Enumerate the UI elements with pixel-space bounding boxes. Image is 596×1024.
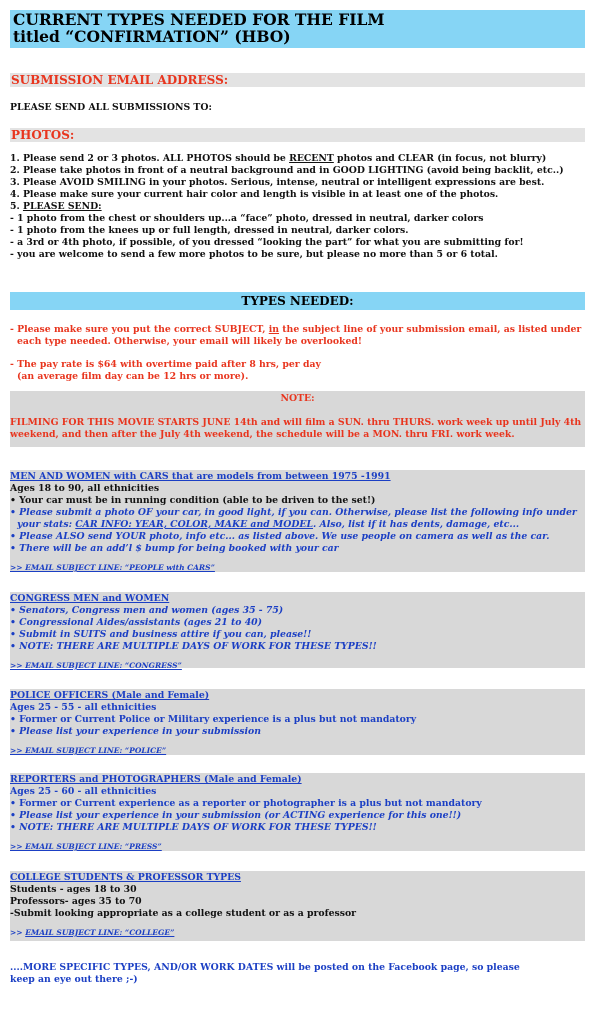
note-line-2: weekend, and then after the July 4th weekend, the schedule will be a MON. thru FRI. work week.	[10, 429, 515, 440]
cars-bullet-2-cont: your stats: CAR INFO: YEAR, COLOR, MAKE and MODEL. Also, list if it has dents, damage, etc...	[17, 519, 520, 530]
note-line-1: FILMING FOR THIS MOVIE STARTS JUNE 14th and will film a SUN. thru THURS. work week up until July 4th	[10, 417, 582, 428]
police-section	[10, 689, 585, 755]
cars-title: MEN AND WOMEN with CARS that are models from between 1975 -1991	[10, 471, 391, 482]
photos-item-1: 1. Please send 2 or 3 photos. ALL PHOTOS should be RECENT photos and CLEAR (in focus, not blurry)	[10, 153, 547, 164]
police-title: POLICE OFFICERS (Male and Female)	[10, 690, 210, 701]
cars-bullet-1: • Your car must be in running condition (able to be driven to the set!)	[10, 495, 376, 506]
cars-bullet-3: • Please ALSO send YOUR photo, info etc... as listed above. We use people on camera as well as the car.	[10, 531, 550, 542]
photos-sub-1: - 1 photo from the chest or shoulders up...a “face” photo, dressed in neutral, darker colors	[10, 213, 484, 224]
photos-item-4: 4. Please make sure your current hair color and length is visible in at least one of the photos.	[10, 189, 499, 200]
title-line-1: CURRENT TYPES NEEDED FOR THE FILM	[13, 10, 385, 29]
photos-item-5: 5. PLEASE SEND:	[10, 201, 102, 212]
police-subject-line: >> EMAIL SUBJECT LINE: “POLICE”	[10, 746, 167, 755]
college-section	[10, 871, 585, 941]
pay-rate-note: - The pay rate is $64 with overtime paid after 8 hrs, per day (an average film day can be 12 hrs or more).	[10, 359, 321, 382]
press-section	[10, 773, 585, 851]
cars-subject-line: >> EMAIL SUBJECT LINE: “PEOPLE with CARS”	[10, 563, 215, 572]
page-title	[10, 10, 585, 48]
congress-bullet-1: • Senators, Congress men and women (ages 35 - 75)	[10, 605, 284, 616]
cars-ages: Ages 18 to 90, all ethnicities	[10, 483, 160, 494]
photos-sub-2: - 1 photo from the knees up or full length, dressed in neutral, darker colors.	[10, 225, 409, 236]
photos-instructions	[10, 153, 585, 261]
cars-section	[10, 470, 585, 572]
photos-sub-3: - a 3rd or 4th photo, if possible, of you dressed “looking the part” for what you are submitting for!	[10, 237, 524, 248]
subject-note: - Please make sure you put the correct SUBJECT, in the subject line of your submission email, as listed under each type needed. Otherwise, your email will likely be overlooked!	[10, 324, 582, 347]
please-send-label: PLEASE SEND:	[22, 201, 102, 212]
press-ages: Ages 25 - 60 - all ethnicities	[10, 786, 157, 797]
press-bullet-2: • Please list your experience in your submission (or ACTING experience for this one!!)	[10, 810, 462, 821]
congress-subject-line: >> EMAIL SUBJECT LINE: “CONGRESS”	[10, 661, 182, 670]
photos-item-2: 2. Please take photos in front of a neutral background and in GOOD LIGHTING (avoid being backlit, etc..)	[10, 165, 564, 176]
press-bullet-3: • NOTE: THERE ARE MULTIPLE DAYS OF WORK FOR THESE TYPES!!	[10, 822, 377, 833]
congress-section	[10, 592, 585, 668]
college-subject-line: >> EMAIL SUBJECT LINE: “COLLEGE”	[10, 928, 175, 937]
note-label: NOTE:	[280, 393, 315, 404]
footer-line-1: ....MORE SPECIFIC TYPES, AND/OR WORK DATES will be posted on the Facebook page, so please	[10, 962, 520, 973]
cars-bullet-4: • There will be an add’l $ bump for being booked with your car	[10, 543, 339, 554]
photos-header: PHOTOS:	[10, 128, 585, 142]
college-title: COLLEGE STUDENTS & PROFESSOR TYPES	[10, 872, 241, 883]
college-note: -Submit looking appropriate as a college student or as a professor	[10, 908, 357, 919]
press-subject-line: >> EMAIL SUBJECT LINE: “PRESS”	[10, 842, 162, 851]
college-professors: Professors- ages 35 to 70	[10, 896, 142, 907]
photos-sub-4: - you are welcome to send a few more photos to be sure, but please no more than 5 or 6 total.	[10, 249, 498, 260]
submission-text: PLEASE SEND ALL SUBMISSIONS TO:	[10, 102, 212, 113]
congress-title: CONGRESS MEN and WOMEN	[10, 593, 170, 604]
press-bullet-1: • Former or Current experience as a reporter or photographer is a plus but not mandatory	[10, 798, 482, 809]
footer-note	[10, 962, 585, 986]
car-info-link: CAR INFO: YEAR, COLOR, MAKE and MODEL	[75, 519, 314, 530]
recent-emphasis: RECENT	[289, 153, 334, 164]
photos-item-3: 3. Please AVOID SMILING in your photos. Serious, intense, neutral or intelligent expressions are best.	[10, 177, 545, 188]
submission-header: SUBMISSION EMAIL ADDRESS:	[10, 73, 585, 87]
footer-line-2: keep an eye out there ;-)	[10, 974, 138, 985]
filming-note-box	[10, 391, 585, 447]
congress-bullet-2: • Congressional Aides/assistants (ages 21 to 40)	[10, 617, 263, 628]
police-bullet-1: • Former or Current Police or Military experience is a plus but not mandatory	[10, 714, 417, 725]
congress-bullet-3: • Submit in SUITS and business attire if you can, please!!	[10, 629, 312, 640]
police-bullet-2: • Please list your experience in your submission	[10, 726, 261, 737]
types-needed-header: TYPES NEEDED:	[10, 292, 585, 310]
title-line-2: titled “CONFIRMATION” (HBO)	[13, 26, 291, 46]
cars-bullet-2: • Please submit a photo OF your car, in good light, if you can. Otherwise, please list the following info under	[10, 507, 577, 518]
police-ages: Ages 25 - 55 - all ethnicities	[10, 702, 157, 713]
press-title: REPORTERS and PHOTOGRAPHERS (Male and Female)	[10, 774, 302, 785]
congress-bullet-4: • NOTE: THERE ARE MULTIPLE DAYS OF WORK FOR THESE TYPES!!	[10, 641, 377, 652]
college-students: Students - ages 18 to 30	[10, 884, 137, 895]
